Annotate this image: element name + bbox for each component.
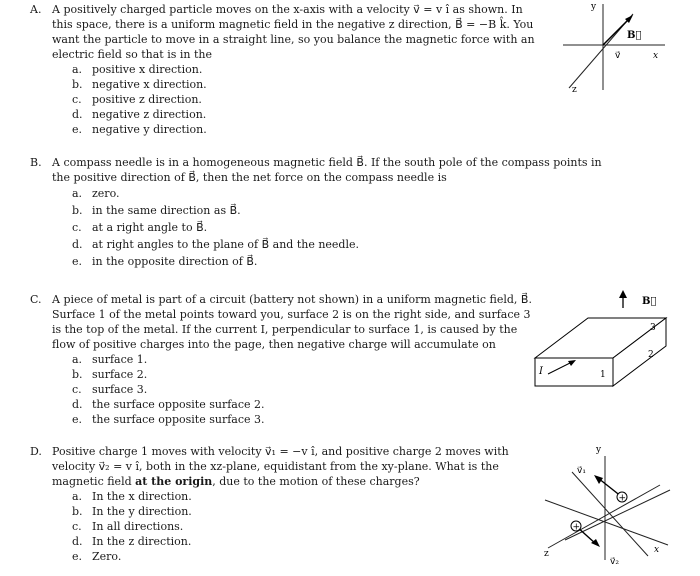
option-a[interactable]: a. In the x direction. <box>72 490 192 503</box>
stem-line: A positively charged particle moves on the x-axis with a velocity v⃗ = v î as shown. In <box>52 3 523 16</box>
question-stem <box>52 292 550 352</box>
z-axis-label: z <box>544 549 549 559</box>
question-c <box>30 292 550 427</box>
question-number: C. <box>30 293 42 306</box>
option-b[interactable]: b. In the y direction. <box>72 505 192 518</box>
option-c[interactable]: c. In all directions. <box>72 520 184 533</box>
velocity-label: v⃗ <box>615 51 621 61</box>
option-a[interactable]: a. positive x direction. <box>72 63 203 76</box>
stem-line: want the particle to move in a straight line, so you balance the magnetic force with an <box>52 33 535 46</box>
stem-line: Surface 1 of the metal points toward you, surface 2 is on the right side, and surface 3 <box>52 308 531 321</box>
x-axis-label: x <box>653 51 659 61</box>
y-axis-label: y <box>596 445 602 455</box>
option-e[interactable]: e. the surface opposite surface 3. <box>72 413 265 426</box>
option-c[interactable]: c. surface 3. <box>72 383 148 396</box>
figure-charges-d <box>530 440 675 570</box>
options-list <box>72 352 550 427</box>
question-stem <box>52 155 630 185</box>
z-axis <box>548 485 660 548</box>
question-stem <box>52 444 550 489</box>
option-c[interactable]: c. positive z direction. <box>72 93 202 106</box>
question-number: D. <box>30 445 42 458</box>
x-axis <box>545 500 668 545</box>
option-b[interactable]: b. in the same direction as B⃗. <box>72 204 241 217</box>
v1-arrowhead-icon <box>594 475 603 484</box>
option-c[interactable]: c. at a right angle to B⃗. <box>72 221 208 234</box>
option-b[interactable]: b. surface 2. <box>72 368 148 381</box>
charge-2-plus: + <box>572 522 581 533</box>
b-field-label: B⃗ <box>642 296 657 307</box>
b-field-label: B⃗ <box>627 30 642 41</box>
question-number: A. <box>30 3 42 16</box>
emphasis-text: at the origin <box>135 475 213 488</box>
z-axis-label: z <box>572 85 577 95</box>
option-d[interactable]: d. at right angles to the plane of B⃗ and the needle. <box>72 238 360 251</box>
option-a[interactable]: a. zero. <box>72 187 120 200</box>
stem-line: the positive direction of B⃗, then the net force on the compass needle is <box>52 171 447 184</box>
figure-axes-a <box>555 0 670 100</box>
option-e[interactable]: e. Zero. <box>72 550 122 563</box>
option-d[interactable]: d. the surface opposite surface 2. <box>72 398 265 411</box>
charge-1-plus: + <box>618 493 627 504</box>
option-b[interactable]: b. negative x direction. <box>72 78 207 91</box>
x-axis-label: x <box>654 545 660 555</box>
figure-metal-block <box>530 288 670 393</box>
surface-2-label: 2 <box>648 350 654 360</box>
options-list <box>72 185 630 270</box>
question-a <box>30 2 550 137</box>
stem-line: A compass needle is in a homogeneous magnetic field B⃗. If the south pole of the compass points in <box>52 156 602 169</box>
v2-label: v⃗₂ <box>610 557 619 567</box>
option-d[interactable]: d. negative z direction. <box>72 108 207 121</box>
surface-1-label: 1 <box>600 370 606 380</box>
question-b <box>30 155 630 270</box>
question-stem <box>52 2 550 62</box>
surface-3-label: 3 <box>650 323 656 333</box>
b-arrowhead-icon <box>619 290 627 298</box>
v1-label: v⃗₁ <box>577 466 586 476</box>
option-a[interactable]: a. surface 1. <box>72 353 148 366</box>
stem-line: magnetic field at the origin, due to the motion of these charges? <box>52 475 420 488</box>
options-list <box>72 489 550 564</box>
current-label: I <box>539 366 543 377</box>
options-list <box>72 62 550 137</box>
question-d <box>30 444 550 564</box>
option-e[interactable]: e. in the opposite direction of B⃗. <box>72 255 258 268</box>
stem-line: A piece of metal is part of a circuit (battery not shown) in a uniform magnetic field, B⃗. <box>52 293 532 306</box>
y-axis-label: y <box>591 2 597 12</box>
stem-line: is the top of the metal. If the current I, perpendicular to surface 1, is caused by the <box>52 323 518 336</box>
b-field-arrow <box>603 18 630 45</box>
question-number: B. <box>30 156 42 169</box>
option-e[interactable]: e. negative y direction. <box>72 123 207 136</box>
stem-line: electric field so that is in the <box>52 48 212 61</box>
stem-line: Positive charge 1 moves with velocity v⃗₁ = −v î, and positive charge 2 moves with <box>52 445 509 458</box>
stem-line: this space, there is a uniform magnetic field in the negative z direction, B⃗ = −B k̂. You <box>52 18 534 31</box>
option-d[interactable]: d. In the z direction. <box>72 535 192 548</box>
stem-line: velocity v⃗₂ = v î, both in the xz-plane, equidistant from the xy-plane. What is the <box>52 460 499 473</box>
stem-line: flow of positive charges into the page, then negative charge will accumulate on <box>52 338 496 351</box>
